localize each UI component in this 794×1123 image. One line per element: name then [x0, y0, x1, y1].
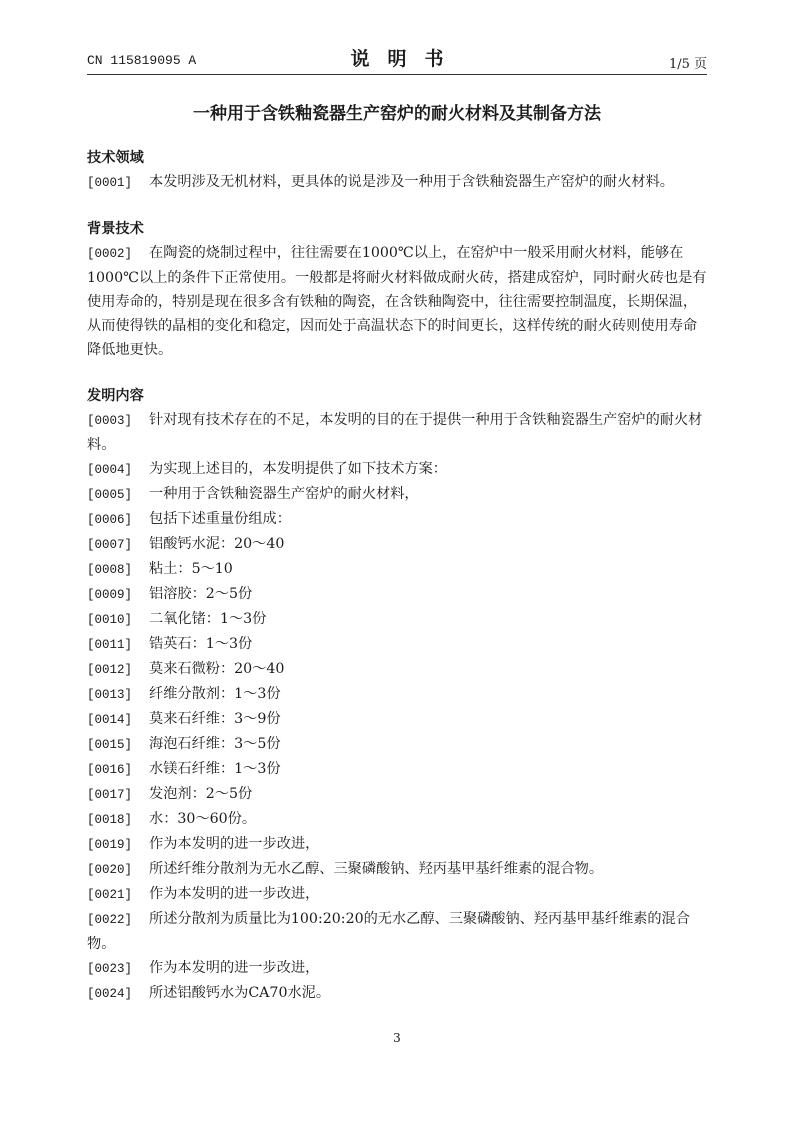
- paragraph-number: [0020]: [87, 863, 133, 877]
- paragraph-text: 作为本发明的进一步改进，: [149, 836, 320, 852]
- paragraph: [87, 657, 707, 682]
- paragraph-text: 海泡石纤维：3～5份: [149, 736, 281, 752]
- paragraph-text: 作为本发明的进一步改进，: [149, 960, 320, 976]
- paragraph: [87, 857, 707, 882]
- paragraph: [87, 607, 707, 632]
- paragraph-number: [0007]: [87, 538, 133, 552]
- paragraph-number: [0017]: [87, 788, 133, 802]
- paragraph: [87, 557, 707, 582]
- paragraph-number: [0018]: [87, 813, 133, 827]
- section-heading: 背景技术: [87, 221, 144, 237]
- section-heading: 技术领域: [87, 150, 144, 166]
- paragraph-text: 铝溶胶：2～5份: [149, 586, 253, 602]
- patent-number: CN 115819095 A: [87, 53, 197, 68]
- paragraph: [87, 632, 707, 657]
- paragraph-number: [0016]: [87, 763, 133, 777]
- paragraph-number: [0013]: [87, 688, 133, 702]
- paragraph-number: [0019]: [87, 838, 133, 852]
- paragraph-text: 本发明涉及无机材料，更具体的说是涉及一种用于含铁釉瓷器生产窑炉的耐火材料。: [149, 174, 674, 190]
- paragraph-number: [0015]: [87, 738, 133, 752]
- paragraph-text: 一种用于含铁釉瓷器生产窑炉的耐火材料，: [149, 486, 419, 502]
- paragraph-text: 二氧化锗：1～3份: [149, 611, 267, 627]
- paragraph-number: [0021]: [87, 888, 133, 902]
- paragraph-text: 所述纤维分散剂为无水乙醇、三聚磷酸钠、羟丙基甲基纤维素的混合物。: [149, 861, 604, 877]
- paragraph-number: [0024]: [87, 987, 133, 1001]
- paragraph-number: [0003]: [87, 414, 133, 428]
- paragraph: [87, 457, 707, 482]
- paragraph-text: 在陶瓷的烧制过程中，往往需要在1000℃以上，在窑炉中一般采用耐火材料，能够在1000℃以上的条件下正常使用。一般都是将耐火材料做成耐火砖，搭建成窑炉，同时耐火砖也是有使用寿命的，特别是现在很多含有铁釉的陶瓷，在含铁釉陶瓷中，往往需要控制温度，长期保温，从而使得铁的晶相的变化和稳定，因而处于高温状态下的时间更长，这样传统的耐火砖则使用寿命降低地更快。: [87, 245, 707, 358]
- document-body: [87, 146, 707, 1006]
- paragraph-text: 莫来石微粉：20～40: [149, 661, 285, 677]
- paragraph-text: 针对现有技术存在的不足，本发明的目的在于提供一种用于含铁釉瓷器生产窑炉的耐火材料。: [87, 412, 703, 453]
- paragraph: [87, 682, 707, 707]
- paragraph: [87, 981, 707, 1006]
- paragraph-number: [0008]: [87, 563, 133, 577]
- page-indicator: 1/5 页: [668, 57, 707, 72]
- paragraph-text: 为实现上述目的，本发明提供了如下技术方案：: [149, 461, 447, 477]
- paragraph-number: [0006]: [87, 513, 133, 527]
- paragraph-text: 纤维分散剂：1～3份: [149, 686, 281, 702]
- paragraph-number: [0010]: [87, 613, 133, 627]
- paragraph-number: [0009]: [87, 588, 133, 602]
- paragraph: [87, 582, 707, 607]
- paragraph-text: 莫来石纤维：3～9份: [149, 711, 281, 727]
- page-number: 3: [393, 1031, 401, 1045]
- paragraph: [87, 707, 707, 732]
- paragraph-text: 锆英石：1～3份: [149, 636, 253, 652]
- paragraph-number: [0014]: [87, 713, 133, 727]
- paragraph: [87, 732, 707, 757]
- paragraph-number: [0022]: [87, 913, 133, 927]
- section-heading: 发明内容: [87, 388, 144, 404]
- paragraph-number: [0012]: [87, 663, 133, 677]
- section-gap: [87, 195, 707, 217]
- paragraph: [87, 782, 707, 807]
- header-section-title: 说明书: [350, 48, 462, 70]
- paragraph: [87, 241, 707, 362]
- paragraph-text: 作为本发明的进一步改进，: [149, 886, 320, 902]
- paragraph-text: 水：30～60份。: [149, 811, 257, 827]
- paragraph-number: [0001]: [87, 176, 133, 190]
- paragraph: [87, 507, 707, 532]
- paragraph: [87, 757, 707, 782]
- paragraph-text: 水镁石纤维：1～3份: [149, 761, 281, 777]
- paragraph: [87, 170, 707, 195]
- header-divider: [87, 74, 707, 75]
- paragraph-text: 粘土：5～10: [149, 561, 233, 577]
- document-title: 一种用于含铁釉瓷器生产窑炉的耐火材料及其制备方法: [193, 104, 601, 124]
- paragraph: [87, 907, 707, 956]
- paragraph-number: [0004]: [87, 463, 133, 477]
- paragraph: [87, 956, 707, 981]
- paragraph-text: 包括下述重量份组成：: [149, 511, 291, 527]
- paragraph-number: [0005]: [87, 488, 133, 502]
- paragraph-text: 铝酸钙水泥：20～40: [149, 536, 285, 552]
- paragraph: [87, 532, 707, 557]
- paragraph-number: [0002]: [87, 247, 133, 261]
- paragraph-text: 所述分散剂为质量比为100:20:20的无水乙醇、三聚磷酸钠、羟丙基甲基纤维素的混合物。: [87, 911, 690, 952]
- paragraph-text: 发泡剂：2～5份: [149, 786, 253, 802]
- paragraph: [87, 882, 707, 907]
- paragraph-text: 所述铝酸钙水为CA70水泥。: [149, 985, 331, 1001]
- paragraph: [87, 832, 707, 857]
- paragraph: [87, 482, 707, 507]
- paragraph-number: [0023]: [87, 962, 133, 976]
- paragraph: [87, 807, 707, 832]
- paragraph: [87, 408, 707, 457]
- paragraph-list: [87, 408, 707, 1006]
- paragraph-number: [0011]: [87, 638, 133, 652]
- section-gap: [87, 362, 707, 384]
